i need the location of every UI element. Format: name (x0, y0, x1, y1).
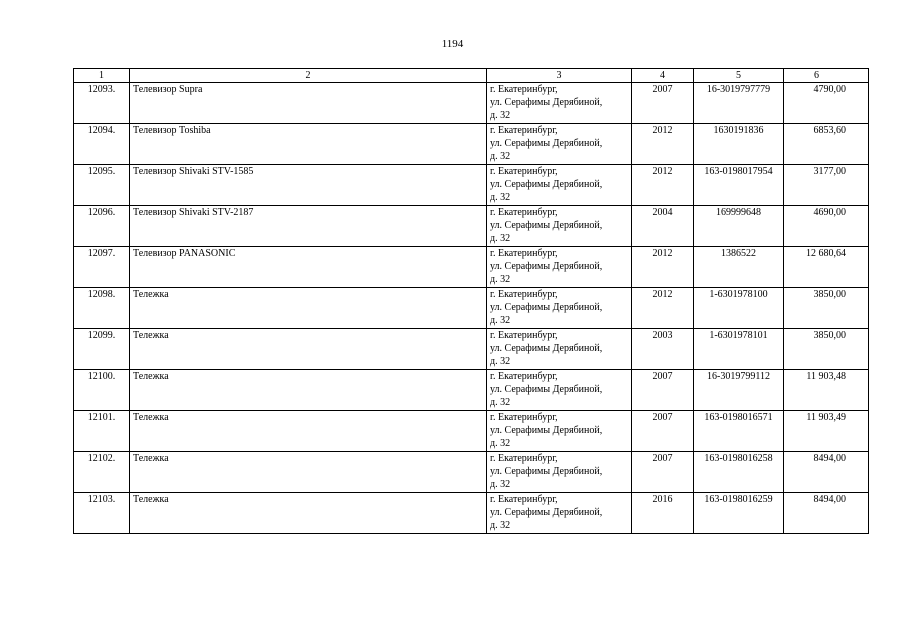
item-number-cell: 12101. (74, 411, 130, 452)
column-header-6: 6 (784, 69, 869, 83)
address-line: д. 32 (490, 192, 511, 203)
table-row (74, 124, 869, 165)
table-row (74, 83, 869, 124)
item-name-cell: Телевизор Toshiba (130, 124, 487, 165)
year-cell: 2012 (632, 124, 694, 165)
address-cell (487, 329, 632, 370)
cost-cell: 12 680,64 (784, 247, 869, 288)
item-name-cell: Тележка (130, 493, 487, 534)
table-row (74, 452, 869, 493)
address-line: д. 32 (490, 520, 511, 531)
address-cell (487, 288, 632, 329)
address-line: д. 32 (490, 438, 511, 449)
address-line: ул. Серафимы Дерябиной, (490, 138, 603, 149)
address-line: д. 32 (490, 315, 511, 326)
year-cell: 2016 (632, 493, 694, 534)
item-number-cell: 12097. (74, 247, 130, 288)
address-line: ул. Серафимы Дерябиной, (490, 466, 603, 477)
address-line: г. Екатеринбург, (490, 84, 558, 95)
inventory-number-cell: 1-6301978100 (694, 288, 784, 329)
address-line: г. Екатеринбург, (490, 494, 558, 505)
column-header-1: 1 (74, 69, 130, 83)
table-row (74, 370, 869, 411)
address-line: ул. Серафимы Дерябиной, (490, 179, 603, 190)
item-name-cell: Телевизор PANASONIC (130, 247, 487, 288)
item-name-cell: Тележка (130, 329, 487, 370)
cost-cell: 11 903,49 (784, 411, 869, 452)
cost-cell: 3177,00 (784, 165, 869, 206)
cost-cell: 3850,00 (784, 329, 869, 370)
item-number-cell: 12093. (74, 83, 130, 124)
year-cell: 2007 (632, 83, 694, 124)
table-body (74, 83, 869, 534)
cost-cell: 4690,00 (784, 206, 869, 247)
table-row (74, 206, 869, 247)
item-name-cell: Тележка (130, 411, 487, 452)
address-line: д. 32 (490, 479, 511, 490)
item-name-cell: Телевизор Supra (130, 83, 487, 124)
address-cell (487, 247, 632, 288)
column-header-3: 3 (487, 69, 632, 83)
table-row (74, 493, 869, 534)
inventory-number-cell: 1386522 (694, 247, 784, 288)
inventory-number-cell: 1630191836 (694, 124, 784, 165)
inventory-number-cell: 1-6301978101 (694, 329, 784, 370)
address-line: ул. Серафимы Дерябиной, (490, 343, 603, 354)
address-line: д. 32 (490, 110, 511, 121)
item-number-cell: 12098. (74, 288, 130, 329)
address-cell (487, 411, 632, 452)
year-cell: 2007 (632, 370, 694, 411)
item-name-cell: Тележка (130, 288, 487, 329)
address-line: ул. Серафимы Дерябиной, (490, 97, 603, 108)
cost-cell: 8494,00 (784, 493, 869, 534)
inventory-number-cell: 163-0198016259 (694, 493, 784, 534)
cost-cell: 11 903,48 (784, 370, 869, 411)
address-line: д. 32 (490, 233, 511, 244)
address-line: д. 32 (490, 151, 511, 162)
column-header-5: 5 (694, 69, 784, 83)
address-cell (487, 165, 632, 206)
inventory-number-cell: 16-3019799112 (694, 370, 784, 411)
address-line: ул. Серафимы Дерябиной, (490, 425, 603, 436)
year-cell: 2012 (632, 165, 694, 206)
item-number-cell: 12095. (74, 165, 130, 206)
year-cell: 2003 (632, 329, 694, 370)
address-line: г. Екатеринбург, (490, 248, 558, 259)
item-name-cell: Телевизор Shivaki STV-2187 (130, 206, 487, 247)
item-number-cell: 12100. (74, 370, 130, 411)
address-cell (487, 124, 632, 165)
address-cell (487, 206, 632, 247)
column-header-2: 2 (130, 69, 487, 83)
address-cell (487, 452, 632, 493)
address-line: ул. Серафимы Дерябиной, (490, 302, 603, 313)
year-cell: 2004 (632, 206, 694, 247)
inventory-number-cell: 163-0198017954 (694, 165, 784, 206)
inventory-number-cell: 169999648 (694, 206, 784, 247)
address-line: д. 32 (490, 356, 511, 367)
year-cell: 2012 (632, 288, 694, 329)
address-line: ул. Серафимы Дерябиной, (490, 507, 603, 518)
year-cell: 2007 (632, 452, 694, 493)
address-line: г. Екатеринбург, (490, 453, 558, 464)
item-number-cell: 12096. (74, 206, 130, 247)
item-number-cell: 12094. (74, 124, 130, 165)
address-cell (487, 493, 632, 534)
address-line: д. 32 (490, 274, 511, 285)
header-row (74, 69, 869, 83)
address-line: г. Екатеринбург, (490, 289, 558, 300)
item-number-cell: 12102. (74, 452, 130, 493)
item-name-cell: Телевизор Shivaki STV-1585 (130, 165, 487, 206)
address-line: г. Екатеринбург, (490, 166, 558, 177)
address-cell (487, 370, 632, 411)
item-name-cell: Тележка (130, 452, 487, 493)
table-row (74, 247, 869, 288)
item-number-cell: 12103. (74, 493, 130, 534)
address-line: г. Екатеринбург, (490, 371, 558, 382)
table-row (74, 411, 869, 452)
item-number-cell: 12099. (74, 329, 130, 370)
address-line: д. 32 (490, 397, 511, 408)
address-line: ул. Серафимы Дерябиной, (490, 261, 603, 272)
year-cell: 2007 (632, 411, 694, 452)
address-cell (487, 83, 632, 124)
table-row (74, 329, 869, 370)
address-line: г. Екатеринбург, (490, 330, 558, 341)
address-line: ул. Серафимы Дерябиной, (490, 384, 603, 395)
address-line: г. Екатеринбург, (490, 412, 558, 423)
inventory-number-cell: 163-0198016571 (694, 411, 784, 452)
item-name-cell: Тележка (130, 370, 487, 411)
page-number: 1194 (441, 38, 464, 50)
year-cell: 2012 (632, 247, 694, 288)
inventory-number-cell: 16-3019797779 (694, 83, 784, 124)
address-line: ул. Серафимы Дерябиной, (490, 220, 603, 231)
inventory-number-cell: 163-0198016258 (694, 452, 784, 493)
address-line: г. Екатеринбург, (490, 125, 558, 136)
address-line: г. Екатеринбург, (490, 207, 558, 218)
cost-cell: 4790,00 (784, 83, 869, 124)
table-row (74, 288, 869, 329)
cost-cell: 6853,60 (784, 124, 869, 165)
table-row (74, 165, 869, 206)
column-header-4: 4 (632, 69, 694, 83)
cost-cell: 8494,00 (784, 452, 869, 493)
cost-cell: 3850,00 (784, 288, 869, 329)
property-table (73, 68, 869, 534)
